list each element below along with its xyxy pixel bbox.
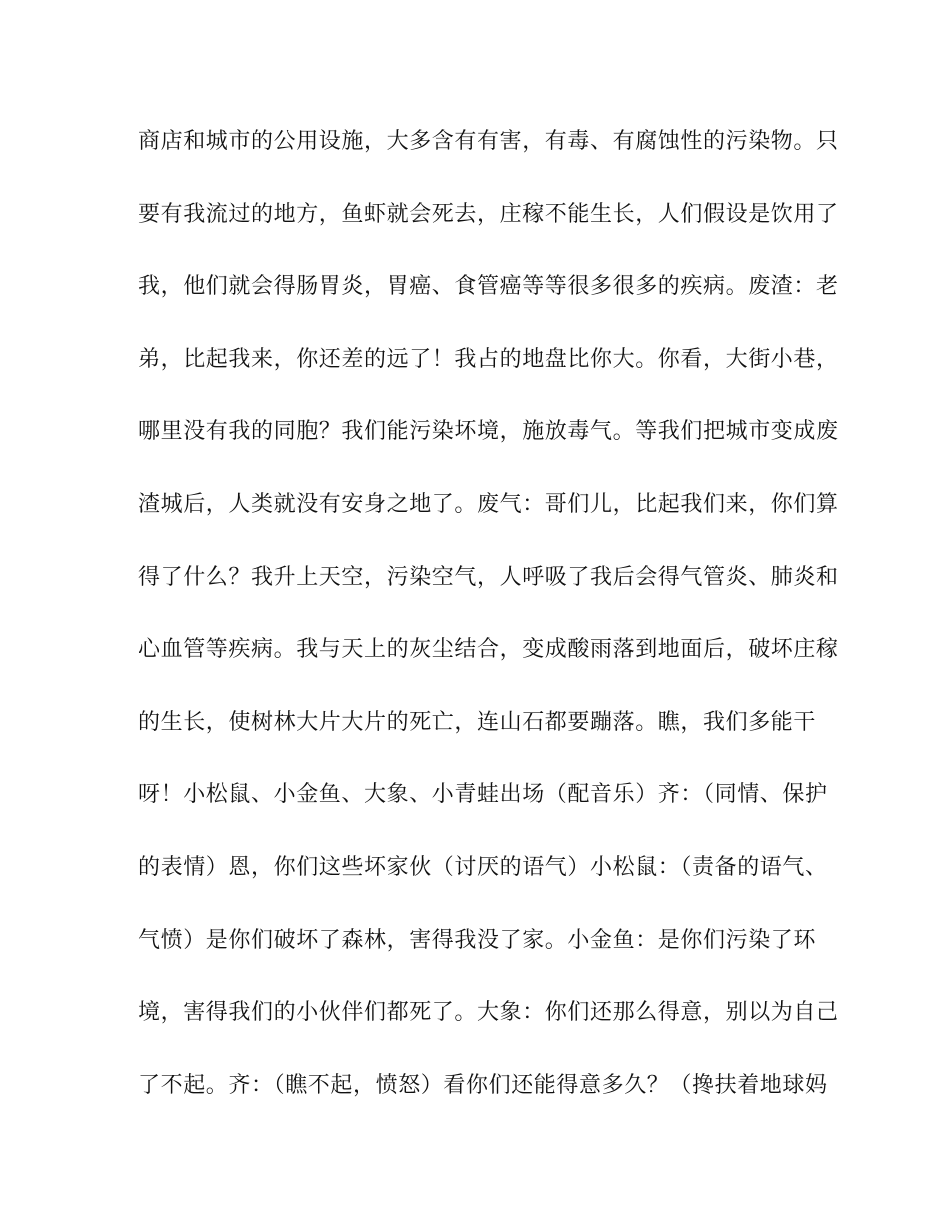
text-line: 哪里没有我的同胞？我们能污染坏境，施放毒气。等我们把城市变成废 — [138, 419, 839, 445]
text-line: 商店和城市的公用设施，大多含有有害，有毒、有腐蚀性的污染物。只 — [138, 129, 839, 154]
text-line: 的生长，使树林大片大片的死亡，连山石都要蹦落。瞧，我们多能干 — [138, 709, 817, 735]
text-line: 得了什么？我升上天空，污染空气，人呼吸了我后会得气管炎、肺炎和 — [138, 564, 839, 590]
text-line: 境，害得我们的小伙伴们都死了。大象：你们还那么得意，别以为自己 — [138, 1000, 839, 1026]
body-text — [138, 124, 839, 1140]
text-line: 心血管等疾病。我与天上的灰尘结合，变成酸雨落到地面后，破坏庄稼 — [138, 637, 839, 663]
text-line: 要有我流过的地方，鱼虾就会死去，庄稼不能生长，人们假设是饮用了 — [138, 201, 839, 227]
text-line: 渣城后，人类就没有安身之地了。废气：哥们儿，比起我们来，你们算 — [138, 491, 839, 517]
text-line: 弟，比起我来，你还差的远了！我占的地盘比你大。你看，大街小巷， — [138, 346, 839, 372]
text-line: 呀！小松鼠、小金鱼、大象、小青蛙出场（配音乐）齐：（同情、保护 — [138, 782, 828, 808]
text-line: 我，他们就会得肠胃炎，胃癌、食管癌等等很多很多的疾病。废渣：老 — [138, 274, 839, 300]
text-line: 了不起。齐：（瞧不起，愤怒）看你们还能得意多久？（搀扶着地球妈 — [138, 1072, 828, 1098]
text-line: 气愤）是你们破坏了森林，害得我没了家。小金鱼：是你们污染了环 — [138, 927, 817, 953]
text-line: 的表情）恩，你们这些坏家伙（讨厌的语气）小松鼠：（责备的语气、 — [138, 854, 828, 880]
